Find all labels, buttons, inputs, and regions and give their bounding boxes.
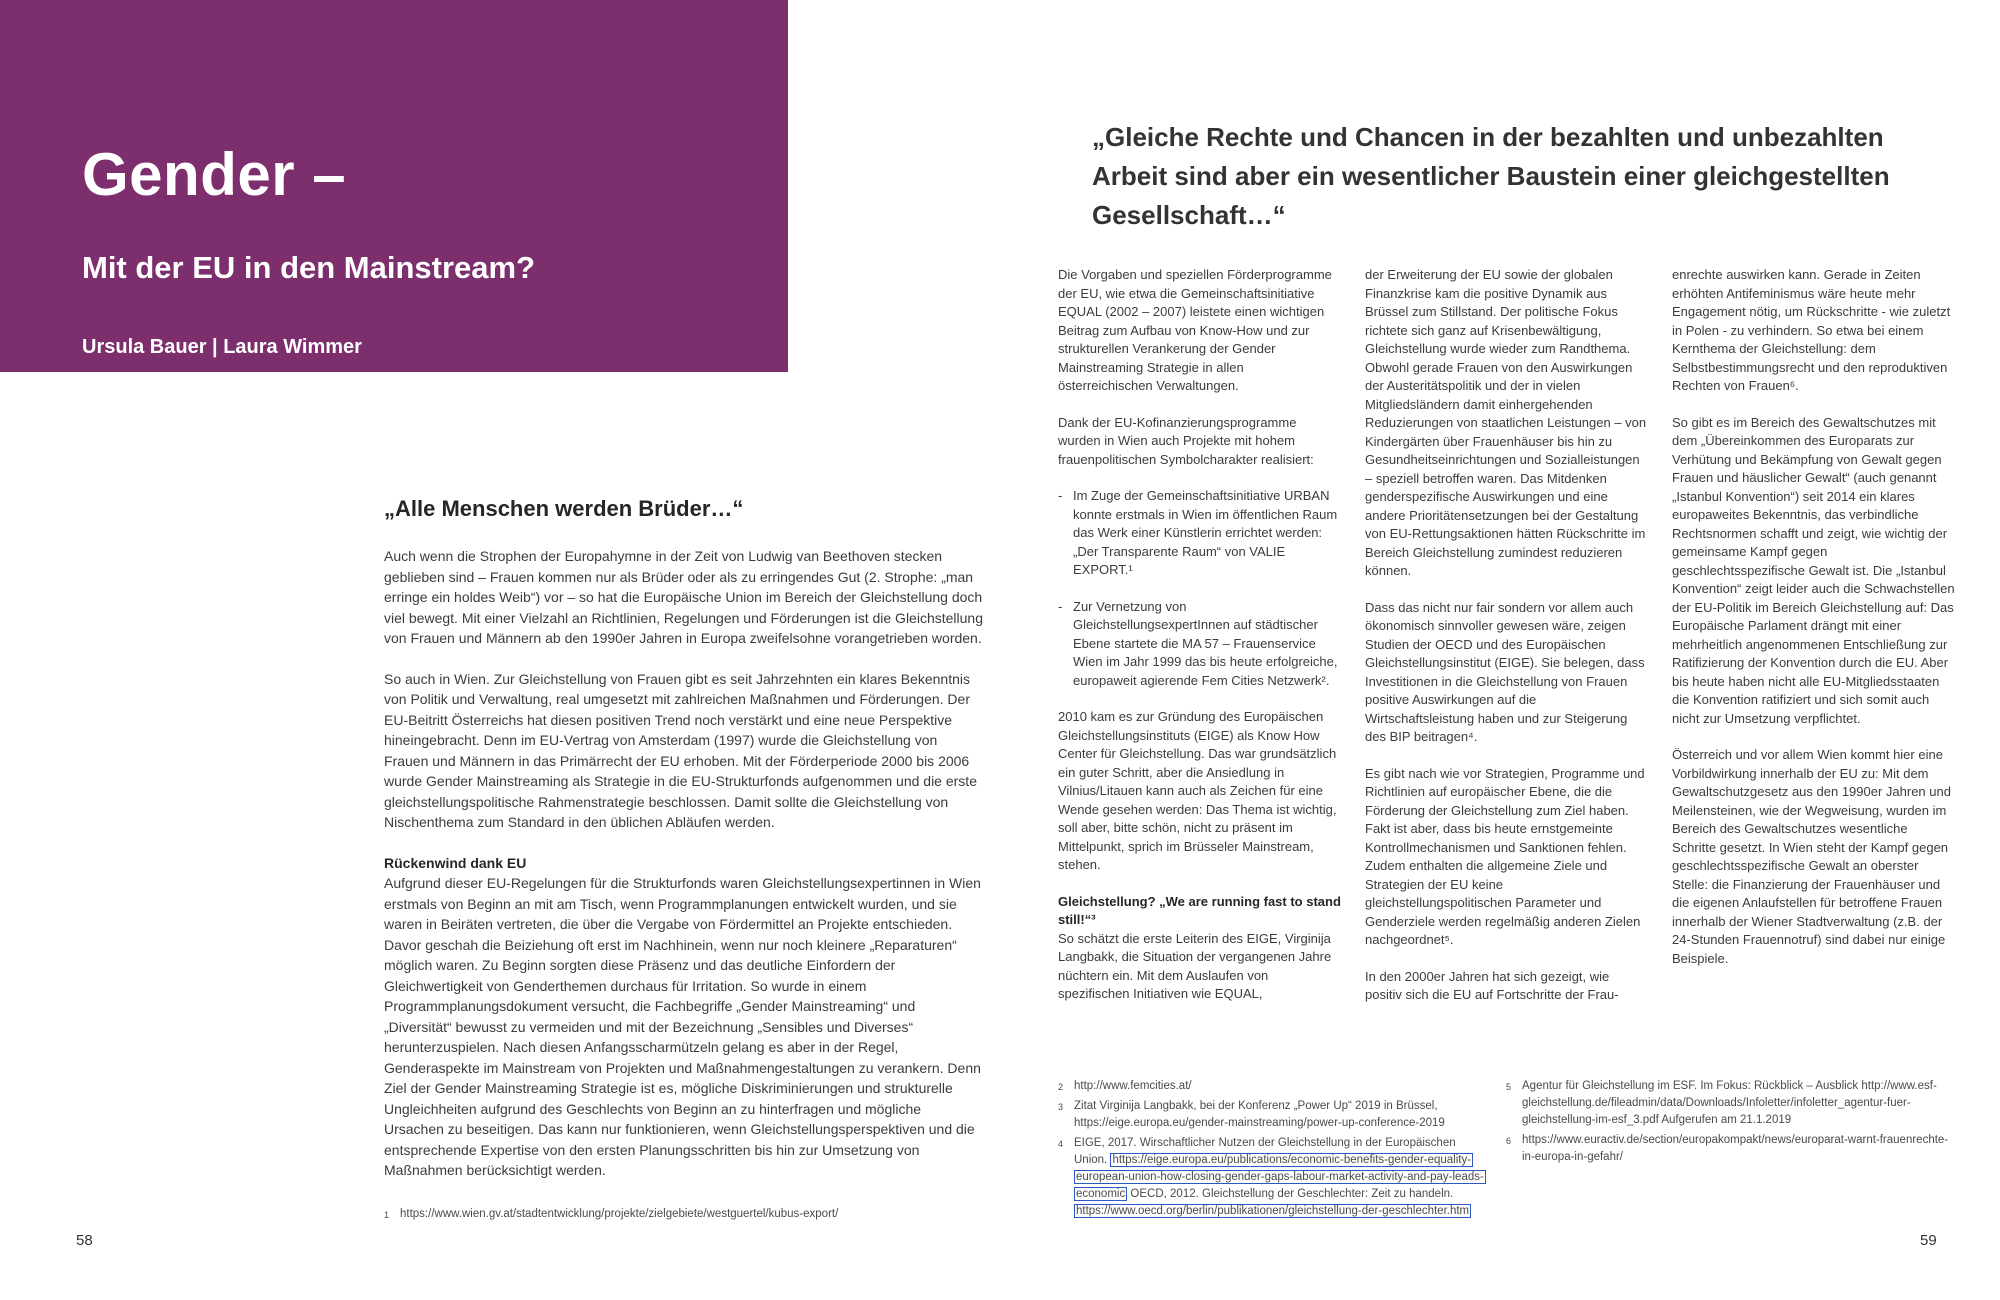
text-column-2	[1365, 266, 1648, 1023]
footnote-marker: 3	[1058, 1102, 1064, 1112]
paragraph: Auch wenn die Strophen der Europahymne in der Zeit von Ludwig van Beethoven stecken geblieben sind – Frauen kommen nur als Brüder oder als zu erringendes Gut (2. Strophe: „man erringe ein holdes Weib“) vor – so hat die Europäische Union im Bereich der Gleichstellung doch viel bewegt. Mit einer Vielzahl an Richtlinien, Regelungen und Förderungen ist die Gleichstellung von Frauen und Männern ab den 1990er Jahren in Europa zweifelsohne vorangetrieben worden.	[384, 548, 983, 646]
footnotes-right-group	[1506, 1078, 1952, 1169]
bullet-text: Im Zuge der Gemeinschaftsinitiative URBAN konnte erstmals in Wien im öffentlichen Raum das Werk einer Künstlerin errichtet werden: „Der Transparente Raum“ von VALIE EXPORT.¹	[1073, 488, 1338, 577]
footnote-marker: 4	[1058, 1139, 1064, 1149]
footnote-marker: 5	[1506, 1082, 1512, 1092]
paragraph: Aufgrund dieser EU-Regelungen für die Strukturfonds waren Gleichstellungsexpertinnen in Wien erstmals von Beginn an mit am Tisch, wenn Programmplanungen entwickelt wurden, und sie waren in Beiräten vertreten, die über die Vergabe von Fördermittel an Projekte entschieden. Davor geschah die Beiziehung oft erst im Nachhinein, wenn nur noch kleinere „Reparaturen“ möglich waren. Zu Beginn sorgten diese Präsenz und das deutliche Einfordern der Gleichwertigkeit von Genderthemen durchaus für Irritation. So wurde in einem Programmplanungsdokument versucht, die Fachbegriffe „Gender Mainstreaming“ und „Diversität“ bewusst zu vermeiden und mit der Bezeichnung „Sensibles und Diverses“ herunterzuspielen. Nach diesen Anfangsscharmützeln gelang es aber in der Regel, Genderaspekte im Mainstream von Projekten und Maßnahmengestaltungen zu verankern. Denn Ziel der Gender Mainstreaming Strategie ist es, mögliche Diskriminierungen und strukturelle Ungleichheiten aufgrund des Geschlechts von Beginn an zu hinterfragen und mögliche Ursachen zu beseitigen. Das kann nur funktionieren, wenn Gleichstellungsperspektiven und die entsprechende Expertise von den ersten Planungsschritten bis hin zur Umsetzung von Maßnahmen berücksichtigt werden.	[384, 875, 981, 1178]
footnote-5-text: Agentur für Gleichstellung im ESF. Im Fokus: Rückblick – Ausblick http://www.esf-gleichstellung.de/fileadmin/data/Downloads/Infoletter/infoletter_agentur-fuer-gleichstellung-im-esf_3.pdf Aufgerufen am 21.1.2019	[1522, 1080, 1937, 1126]
paragraph: enrechte auswirken kann. Gerade in Zeiten erhöhten Antifeminismus wäre heute mehr Engagement nötig, um Rückschritte - wie zuletzt in Polen - zu verhindern. So etwa bei einem Kernthema der Gleichstellung: dem Selbstbestimmungsrecht und den reproduktiven Rechten von Frauen⁶.	[1672, 267, 1951, 393]
page-number-right: 59	[1920, 1232, 1937, 1249]
bullet-dash: -	[1058, 598, 1063, 614]
subheading: Gleichstellung? „We are running fast to stand still!“³	[1058, 893, 1341, 927]
link-annotation[interactable]: https://eige.europa.eu/publications/economic-benefits-gender-equality-european-union-how-closing-gender-gaps-labour-market-activity-and-pay-leads-economic	[1076, 1154, 1484, 1200]
paragraph: Österreich und vor allem Wien kommt hier eine Vorbildwirkung innerhalb der EU zu: Mit dem Gewaltschutzgesetz aus den 1990er Jahren und Meilensteinen, wie der Wegweisung, wurden im Bereich des Gewaltschutzes wesentliche Schritte gesetzt. In Wien steht der Kampf gegen geschlechtsspezifische Gewalt an oberster Stelle: die Finanzierung der Frauenhäuser und die eigenen Anlaufstellen für betroffene Frauen innerhalb der Wiener Stadtverwaltung (z.B. der 24-Stunden Frauennotruf) sind dabei nur einige Beispiele.	[1672, 747, 1951, 966]
paragraph: der Erweiterung der EU sowie der globalen Finanzkrise kam die positive Dynamik aus Brüssel zum Stillstand. Der politische Fokus richtete sich ganz auf Krisenbewältigung, Gleichstellung wurde wieder zum Randthema. Obwohl gerade Frauen von den Auswirkungen der Austeritätspolitik und der in vielen Mitgliedsländern damit einhergehenden Reduzierungen von staatlichen Leistungen – von Kindergärten über Frauenhäuser bis hin zu Gesundheitseinrichtungen und Sozialleistungen – speziell betroffen waren. Das Mitdenken genderspezifische Auswirkungen und eine andere Prioritätensetzungen bei der Gestaltung von EU-Rettungsaktionen hätten Rückschritte im Bereich Gleichstellung zumindest reduzieren können.	[1365, 267, 1647, 578]
subheading: Rückenwind dank EU	[384, 854, 527, 871]
bullet-dash: -	[1058, 488, 1063, 503]
paragraph: So schätzt die erste Leiterin des EIGE, Virginija Langbakk, die Situation der vergangenen Jahre nüchtern ein. Mit dem Auslaufen von spezifischen Initiativen wie EQUAL,	[1058, 930, 1332, 1001]
footnote-6-url: https://www.euractiv.de/section/europakompakt/news/europarat-warnt-frauenrechte-in-europa-in-gefahr/	[1522, 1134, 1949, 1163]
title-block	[0, 0, 788, 372]
link-annotation[interactable]: https://www.oecd.org/berlin/publikationen/gleichstellung-der-geschlechter.htm	[1076, 1205, 1470, 1217]
footnote-3-text: Zitat Virginija Langbakk, bei der Konferenz „Power Up“ 2019 in Brüssel, https://eige.europa.eu/gender-mainstreaming/power-up-conference-2019	[1074, 1100, 1445, 1129]
bullet-item	[1058, 487, 1341, 580]
page-number-left: 58	[76, 1232, 93, 1249]
bullet-item	[1058, 598, 1341, 691]
footnote-1	[384, 1206, 984, 1223]
left-body-copy	[384, 546, 984, 1181]
section-heading: „Alle Menschen werden Brüder…“	[384, 496, 744, 521]
paragraph: Dank der EU-Kofinanzierungsprogramme wurden in Wien auch Projekte mit hohem frauenpolitischen Symbolcharakter realisiert:	[1058, 414, 1314, 467]
footnote-1-url: https://www.wien.gv.at/stadtentwicklung/projekte/zielgebiete/westguertel/kubus-export/	[400, 1208, 839, 1220]
footnotes-left-group	[1058, 1078, 1488, 1223]
paragraph: Dass das nicht nur fair sondern vor allem auch ökonomisch sinnvoller gewesen wäre, zeigen Studien der OECD und des Europäischen Gleichstellungsinstitut (EIGE). Sie belegen, dass Investitionen in die Gleichstellung von Frauen positive Auswirkungen auf die Wirtschaftsleistung haben und zur Steigerung des BIP beitragen⁴.	[1365, 599, 1645, 744]
paragraph: So gibt es im Bereich des Gewaltschutzes mit dem „Übereinkommen des Europarats zur Verhütung und Bekämpfung von Gewalt gegen Frauen und häuslicher Gewalt“ (auch genannt „Istanbul Konvention“) seit 2014 ein klares europaweites Bekenntnis, das verbindliche Rechtsnormen schafft und zeigt, wie wichtig der gemeinsame Kampf gegen geschlechtsspezifische Gewalt ist. Die „Istanbul Konvention“ zeigt leider auch die Schwachstellen der EU-Politik im Bereich Gleichstellung auf: Das Europäische Parlament drängt mit einer mehrheitlich angenommenen Entschließung zur Ratifizierung der Konvention durch die EU. Aber bis heute haben nicht alle EU-Mitgliedsstaaten die Konvention ratifiziert und sich somit auch nicht zur Umsetzung verpflichtet.	[1672, 414, 1955, 726]
left-text-column	[384, 496, 984, 1201]
article-authors: Ursula Bauer | Laura Wimmer	[82, 336, 362, 358]
footnote-marker: 1	[384, 1210, 390, 1220]
article-subtitle: Mit der EU in den Mainstream?	[82, 250, 536, 285]
paragraph: Die Vorgaben und speziellen Förderprogramme der EU, wie etwa die Gemeinschaftsinitiative EQUAL (2002 – 2007) leistete einen wichtigen Beitrag zum Aufbau von Know-How und zur strukturellen Verankerung der Gender Mainstreaming Strategie in allen österreichischen Verwaltungen.	[1058, 267, 1332, 393]
footnote-4	[1058, 1135, 1488, 1220]
footnote-marker: 2	[1058, 1082, 1064, 1092]
footnote-text-fragment: OECD, 2012. Gleichstellung der Geschlechter: Zeit zu handeln.	[1127, 1188, 1454, 1200]
footnote-text-fragment: EIGE, 2017. Wirschaftlicher Nutzen der Gleichstellung in der Europäischen Union.	[1074, 1137, 1456, 1166]
article-title: Gender –	[82, 141, 347, 208]
paragraph: So auch in Wien. Zur Gleichstellung von Frauen gibt es seit Jahrzehnten ein klares Bekenntnis von Politik und Verwaltung, real umgesetzt mit zahlreichen Maßnahmen und Förderungen. Der EU-Beitritt Österreichs hat diesen positiven Trend noch verstärkt und eine neue Perspektive hineingebracht. Denn im EU-Vertrag von Amsterdam (1997) wurde die Gleichstellung von Frauen und Männern in das Primärrecht der EU erhoben. Mit der Förderperiode 2000 bis 2006 wurde Gender Mainstreaming als Strategie in die EU-Strukturfonds aufgenommen und die erste gleichstellungspolitische Rahmenstrategie beschlossen. Damit sollte die Gleichstellung von Nischenthema zum Standard in den üblichen Abläufen werden.	[384, 670, 977, 830]
footnote-6	[1506, 1132, 1952, 1166]
footnote-3	[1058, 1098, 1488, 1132]
bullet-text: Zur Vernetzung von GleichstellungsexpertInnen auf städtischer Ebene startete die MA 57 – Frauenservice Wien im Jahr 1999 das bis heute erfolgreiche, europaweit agierende Fem Cities Netzwerk².	[1073, 598, 1338, 688]
paragraph: 2010 kam es zur Gründung des Europäischen Gleichstellungsinstituts (EIGE) als Know How Center für Gleichstellung. Das war grundsätzlich ein guter Schritt, aber die Ansiedlung in Vilnius/Litauen kann auch als Zeichen für eine Wende gesehen werden: Das Thema ist wichtig, soll aber, bitte schön, nicht zu präsent im Mittelpunkt, sprich im Brüsseler Mainstream, stehen.	[1058, 709, 1337, 872]
footnote-5	[1506, 1078, 1952, 1129]
text-column-3	[1672, 266, 1955, 1023]
three-column-body	[1058, 266, 1956, 1023]
pull-quote: „Gleiche Rechte und Chancen in der bezahlten und unbezahlten Arbeit sind aber ein wesentlicher Baustein einer gleichgestellten Gesellschaft…“	[1092, 122, 1890, 230]
footnote-2-url: http://www.femcities.at/	[1074, 1080, 1192, 1092]
paragraph: Es gibt nach wie vor Strategien, Programme und Richtlinien auf europäischer Ebene, die die Förderung der Gleichstellung zum Ziel haben. Fakt ist aber, dass bis heute ernstgemeinte Kontrollmechanismen und Sanktionen fehlen. Zudem enthalten die allgemeine Ziele und Strategien der EU keine gleichstellungspolitischen Parameter und Genderziele werden regelmäßig anderen Zielen nachgeordnet⁵.	[1365, 765, 1645, 947]
footnote-marker: 6	[1506, 1136, 1512, 1146]
paragraph: In den 2000er Jahren hat sich gezeigt, wie positiv sich die EU auf Fortschritte der Frau-	[1365, 968, 1619, 1002]
footnote-2	[1058, 1078, 1488, 1095]
text-column-1	[1058, 266, 1341, 1023]
footnote-4-text	[1074, 1135, 1488, 1220]
